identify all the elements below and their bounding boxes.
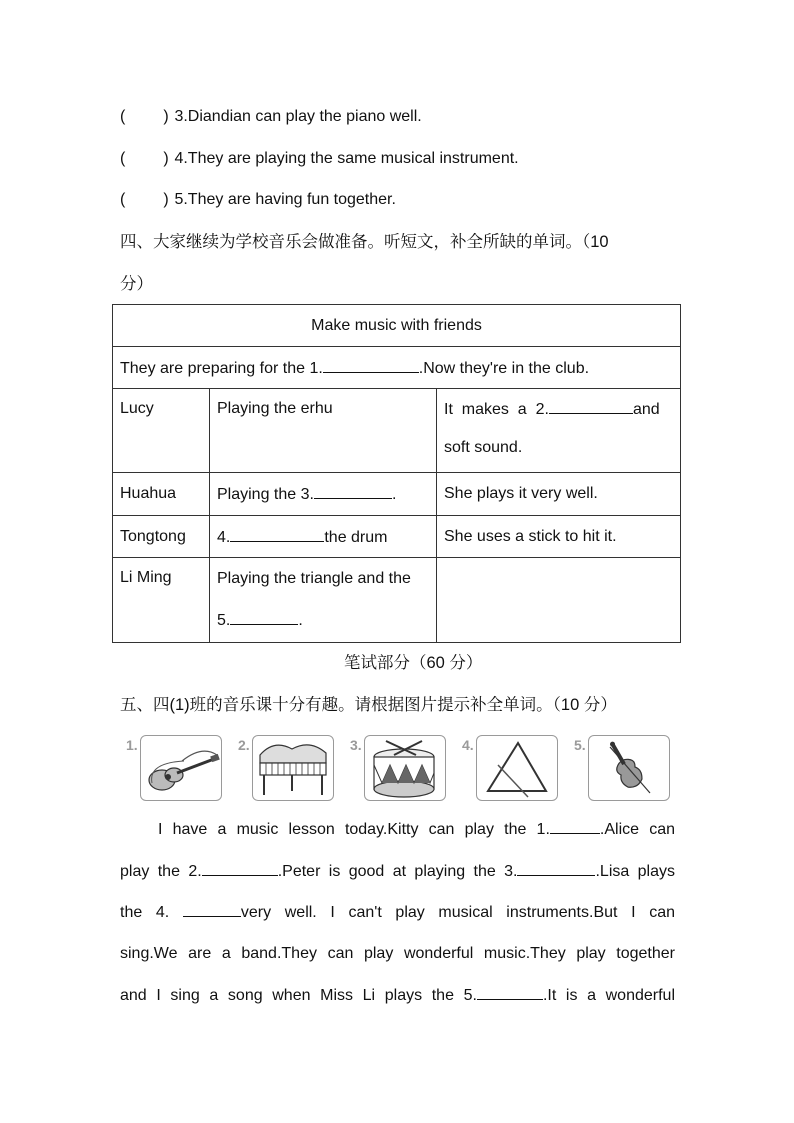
piano-icon — [234, 735, 344, 801]
passage — [120, 819, 675, 1019]
passage-line: sing.We are a band.They can play wonderful music.They play together — [120, 945, 675, 962]
passage-line: play the 2. .Peter is good at playing the 3. .Lisa plays — [120, 863, 675, 880]
question-text: 3.Diandian can play the piano well. — [174, 108, 422, 125]
row-note: She plays it very well. — [437, 473, 681, 516]
table-title: Make music with friends — [113, 305, 681, 347]
question-5 — [120, 190, 396, 210]
blank-p1[interactable] — [550, 819, 600, 834]
picture-2: 2. — [234, 735, 344, 801]
blank-p3[interactable] — [517, 861, 595, 876]
blank-3[interactable] — [314, 484, 392, 499]
picture-1: 1. — [122, 735, 232, 801]
section-4-heading-cont: 分） — [120, 275, 153, 293]
table-intro: They are preparing for the 1. .Now they're in the club. — [113, 347, 681, 389]
music-table — [112, 304, 681, 643]
picture-4: 4. — [458, 735, 568, 801]
picture-5: 5. — [570, 735, 680, 801]
question-4 — [120, 149, 519, 169]
row-note: She uses a stick to hit it. — [437, 516, 681, 558]
row-note — [437, 558, 681, 643]
violin-icon — [570, 735, 680, 801]
section-5-heading: 五、四(1)班的音乐课十分有趣。请根据图片提示补全单词。（10 分） — [120, 696, 617, 714]
triangle-icon — [458, 735, 568, 801]
section-4-heading: 四、大家继续为学校音乐会做准备。听短文，补全所缺的单词。（10 — [120, 233, 609, 251]
answer-paren[interactable]: ( ) — [120, 150, 169, 167]
question-text: 4.They are playing the same musical instrument. — [174, 150, 519, 167]
guitar-icon — [122, 735, 232, 801]
blank-p4[interactable] — [183, 902, 241, 917]
picture-3: 3. — [346, 735, 456, 801]
blank-p5[interactable] — [477, 985, 543, 1000]
row-name: Tongtong — [113, 516, 210, 558]
table-row — [113, 389, 681, 473]
table-row — [113, 558, 681, 643]
answer-paren[interactable]: ( ) — [120, 108, 169, 125]
row-activity: Playing the triangle and the 5. . — [210, 558, 437, 643]
answer-paren[interactable]: ( ) — [120, 191, 169, 208]
row-note: It makes a 2. and soft sound. — [437, 389, 681, 473]
passage-line: the 4. very well. I can't play musical instruments.But I can — [120, 904, 675, 921]
picture-row — [122, 735, 682, 801]
question-text: 5.They are having fun together. — [174, 191, 396, 208]
row-name: Huahua — [113, 473, 210, 516]
table-row — [113, 473, 681, 516]
row-activity: Playing the erhu — [210, 389, 437, 473]
blank-p2[interactable] — [202, 861, 278, 876]
passage-line: I have a music lesson today.Kitty can play the 1. .Alice can — [158, 821, 676, 838]
drum-icon — [346, 735, 456, 801]
blank-1[interactable] — [323, 358, 419, 373]
row-activity: 4. the drum — [210, 516, 437, 558]
row-name: Lucy — [113, 389, 210, 473]
blank-5[interactable] — [230, 610, 298, 625]
passage-line: and I sing a song when Miss Li plays the 5. .It is a wonderful — [120, 987, 675, 1004]
question-3 — [120, 107, 422, 127]
written-part-title: 笔试部分（60 分） — [344, 654, 483, 672]
table-row — [113, 516, 681, 558]
blank-4[interactable] — [230, 527, 324, 542]
row-activity: Playing the 3. . — [210, 473, 437, 516]
blank-2[interactable] — [549, 399, 633, 414]
row-name: Li Ming — [113, 558, 210, 643]
